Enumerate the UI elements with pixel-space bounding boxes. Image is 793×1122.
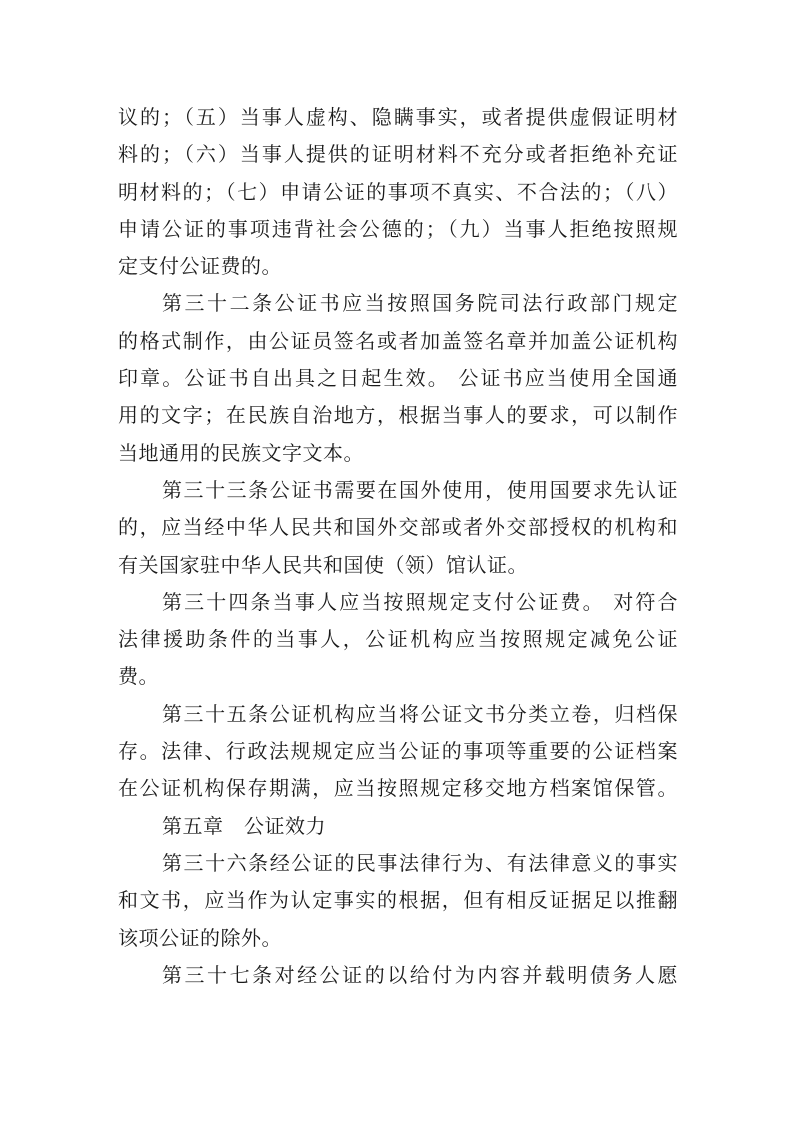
- text-line: 明材料的；（七）申请公证的事项不真实、不合法的；（八）: [118, 179, 678, 204]
- text-line: 当地通用的民族文字文本。: [118, 440, 364, 465]
- paragraph-article-37: [118, 957, 678, 994]
- paragraph-article-32: [118, 285, 678, 471]
- text-line: 费。: [118, 664, 159, 689]
- chapter-heading: [118, 808, 678, 845]
- text-line: 法律援助条件的当事人，公证机构应当按照规定减免公证: [118, 627, 678, 652]
- text-line: 用的文字；在民族自治地方，根据当事人的要求，可以制作: [118, 403, 678, 428]
- text-line: 第三十七条对经公证的以给付为内容并载明债务人愿: [162, 962, 678, 987]
- text-line: 第三十五条公证机构应当将公证文书分类立卷，归档保: [162, 701, 678, 726]
- text-line: 第三十三条公证书需要在国外使用，使用国要求先认证: [162, 477, 678, 502]
- paragraph-article-33: [118, 472, 678, 584]
- chapter-title: 第五章 公证效力: [162, 813, 326, 838]
- text-line: 申请公证的事项违背社会公德的；（九）当事人拒绝按照规: [118, 216, 678, 241]
- document-page: [118, 99, 678, 994]
- text-line: 第三十四条当事人应当按照规定支付公证费。 对符合: [162, 589, 678, 614]
- text-line: 的，应当经中华人民共和国外交部或者外交部授权的机构和: [118, 515, 678, 540]
- paragraph-article-34: [118, 584, 678, 696]
- text-line: 有关国家驻中华人民共和国使（领）馆认证。: [118, 552, 528, 577]
- text-line: 第三十六条经公证的民事法律行为、有法律意义的事实: [162, 850, 678, 875]
- text-line: 该项公证的除外。: [118, 925, 282, 950]
- text-line: 印章。公证书自出具之日起生效。 公证书应当使用全国通: [118, 366, 678, 391]
- paragraph-article-36: [118, 845, 678, 957]
- paragraph-article-35: [118, 696, 678, 808]
- text-line: 料的；（六）当事人提供的证明材料不充分或者拒绝补充证: [118, 142, 678, 167]
- paragraph-continuation: [118, 99, 678, 285]
- text-line: 存。法律、行政法规规定应当公证的事项等重要的公证档案: [118, 739, 678, 764]
- text-line: 议的；（五）当事人虚构、隐瞒事实，或者提供虚假证明材: [118, 105, 678, 129]
- text-line: 第三十二条公证书应当按照国务院司法行政部门规定: [162, 291, 678, 316]
- text-line: 定支付公证费的。: [118, 254, 282, 279]
- text-line: 在公证机构保存期满，应当按照规定移交地方档案馆保管。: [118, 776, 678, 801]
- text-line: 和文书，应当作为认定事实的根据，但有相反证据足以推翻: [118, 888, 678, 913]
- text-line: 的格式制作，由公证员签名或者加盖签名章并加盖公证机构: [118, 328, 678, 353]
